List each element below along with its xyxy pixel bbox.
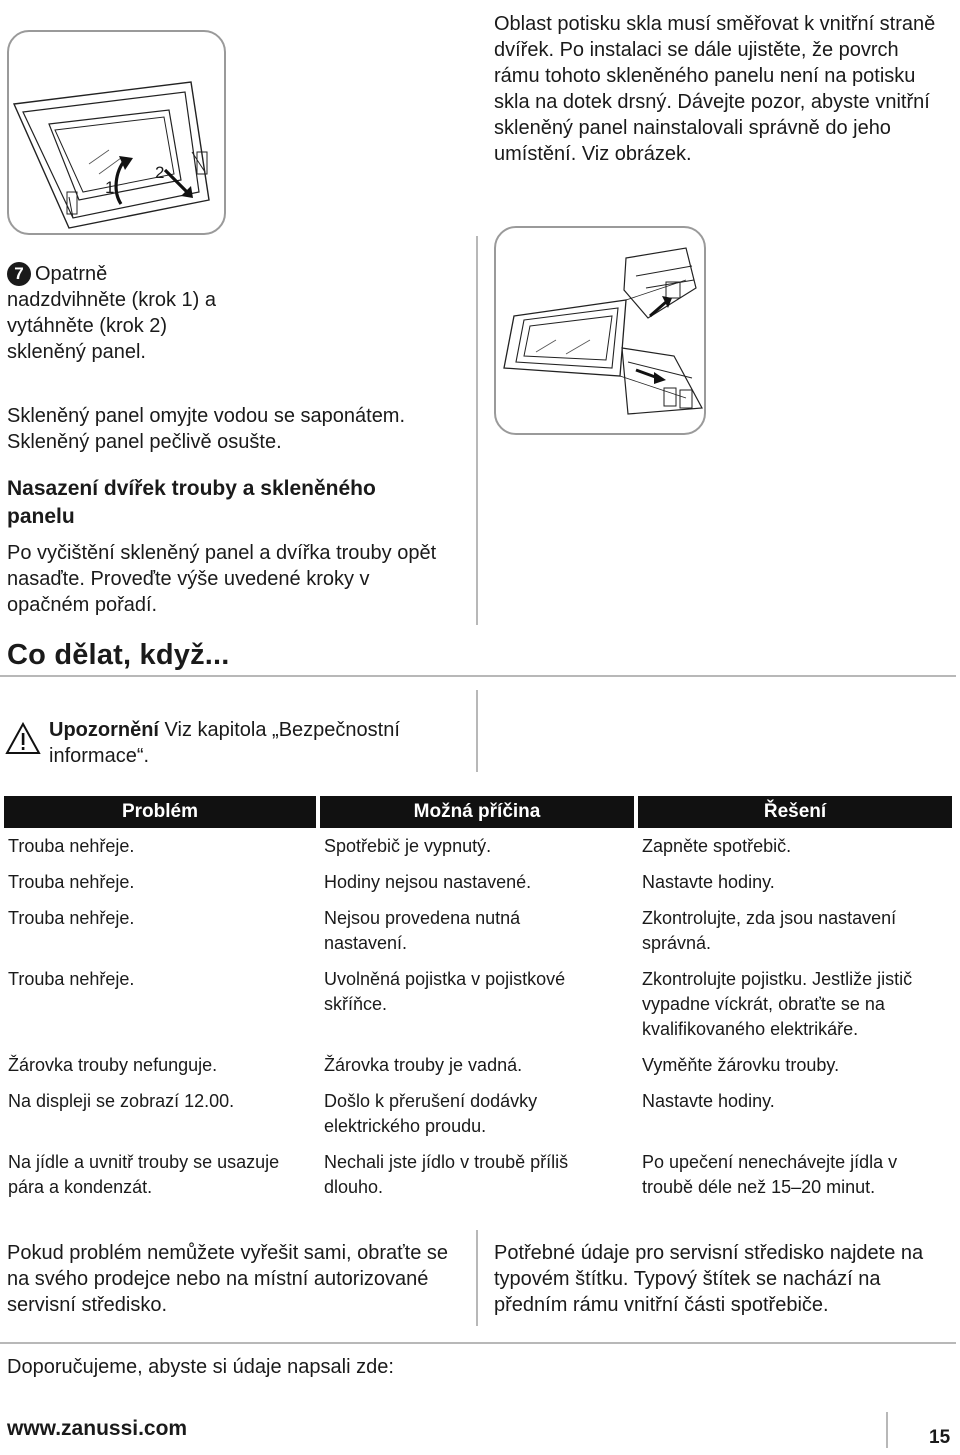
problem-cell: Na jídle a uvnitř trouby se usazuje pára a kondenzát.: [8, 1152, 280, 1197]
column-header-problem: Problém: [4, 796, 316, 828]
step-7-instruction: [7, 261, 217, 365]
problem-cell: Trouba nehřeje.: [8, 908, 135, 928]
solution-cell: Zkontrolujte, zda jsou nastavení správná.: [642, 908, 897, 953]
table-row: [4, 1083, 952, 1144]
table-header-row: [4, 796, 952, 828]
cause-cell: Spotřebič je vypnutý.: [324, 836, 492, 856]
column-header-solution: Řešení: [638, 796, 952, 828]
column-header-cause: Možná příčina: [320, 796, 634, 828]
column-divider: [476, 236, 478, 625]
problem-cell: Trouba nehřeje.: [8, 836, 135, 856]
cause-cell: Nechali jste jídlo v troubě příliš dlouho.: [324, 1152, 569, 1197]
footer-divider: [886, 1412, 888, 1448]
wash-instruction: Skleněný panel omyjte vodou se saponátem. Skleněný panel pečlivě osušte.: [7, 405, 406, 453]
solution-cell: Zapněte spotřebič.: [642, 836, 792, 856]
page-number: 15: [929, 1427, 951, 1448]
troubleshooting-table: [0, 796, 956, 1205]
section-divider: [0, 675, 956, 677]
figure-label-step-1: 1: [105, 178, 115, 197]
warning-label: Upozornění: [49, 719, 159, 741]
cause-cell: Došlo k přerušení dodávky elektrického proudu.: [324, 1091, 538, 1136]
solution-cell: Po upečení nenechávejte jídla v troubě déle než 15–20 minut.: [642, 1152, 898, 1197]
figure-label-step-2: 2: [155, 163, 165, 182]
column-divider: [476, 1230, 478, 1326]
glass-installation-illustration: [496, 228, 704, 433]
warning-icon: [5, 722, 41, 756]
glass-panel-removal-illustration: [9, 32, 224, 233]
step-7-text: Opatrně nadzdvihněte (krok 1) a vytáhněte (krok 2) skleněný panel.: [7, 263, 217, 363]
table-row: [4, 864, 952, 900]
table-row: [4, 828, 952, 864]
footer-website: www.zanussi.com: [7, 1417, 188, 1440]
warning-note: [49, 717, 469, 769]
rating-plate-paragraph: Potřebné údaje pro servisní středisko najdete na typovém štítku. Typový štítek se nachází na předním rámu vnitřní části spotřebiče.: [494, 1242, 924, 1316]
cause-cell: Žárovka trouby je vadná.: [324, 1055, 523, 1075]
contact-dealer-paragraph: Pokud problém nemůžete vyřešit sami, obraťte se na svého prodejce nebo na místní autorizované servisní středisko.: [7, 1242, 449, 1316]
table-row: [4, 961, 952, 1047]
troubleshooting-heading: Co dělat, když...: [7, 639, 230, 671]
problem-cell: Trouba nehřeje.: [8, 969, 135, 989]
problem-cell: Žárovka trouby nefunguje.: [8, 1055, 218, 1075]
service-data-box: [0, 1342, 956, 1399]
table-row: [4, 1047, 952, 1083]
recommend-text: Doporučujeme, abyste si údaje napsali zde:: [7, 1356, 394, 1378]
cause-cell: Hodiny nejsou nastavené.: [324, 872, 532, 892]
table-row: [4, 1144, 952, 1205]
cause-cell: Nejsou provedena nutná nastavení.: [324, 908, 521, 953]
column-divider: [476, 690, 478, 772]
reassembly-heading: Nasazení dvířek trouby a skleněného panelu: [7, 477, 376, 528]
step-number-badge: 7: [7, 262, 31, 286]
solution-cell: Nastavte hodiny.: [642, 872, 775, 892]
figure-glass-installation: [494, 226, 706, 435]
reassembly-text: Po vyčištění skleněný panel a dvířka trouby opět nasaďte. Proveďte výše uvedené kroky v opačném pořadí.: [7, 542, 437, 616]
solution-cell: Vyměňte žárovku trouby.: [642, 1055, 840, 1075]
warning-text: Viz kapitola „Bezpečnostní informace“.: [49, 719, 400, 767]
solution-cell: Nastavte hodiny.: [642, 1091, 775, 1111]
solution-cell: Zkontrolujte pojistku. Jestliže jistič vypadne víckrát, obraťte se na kvalifikovaného elektrikáře.: [642, 969, 913, 1039]
problem-cell: Na displeji se zobrazí 12.00.: [8, 1091, 235, 1111]
table-row: [4, 900, 952, 961]
glass-orientation-paragraph: Oblast potisku skla musí směřovat k vnitřní straně dvířek. Po instalaci se dále ujistěte, že povrch rámu tohoto skleněného panelu není na potisku skla na dotek drsný. Dávejte pozor, abyste vnitřní skleněný panel nainstalovali správně do jeho umístění. Viz obrázek.: [494, 13, 936, 165]
problem-cell: Trouba nehřeje.: [8, 872, 135, 892]
figure-remove-glass-panel: [7, 30, 226, 235]
cause-cell: Uvolněná pojistka v pojistkové skříňce.: [324, 969, 566, 1014]
